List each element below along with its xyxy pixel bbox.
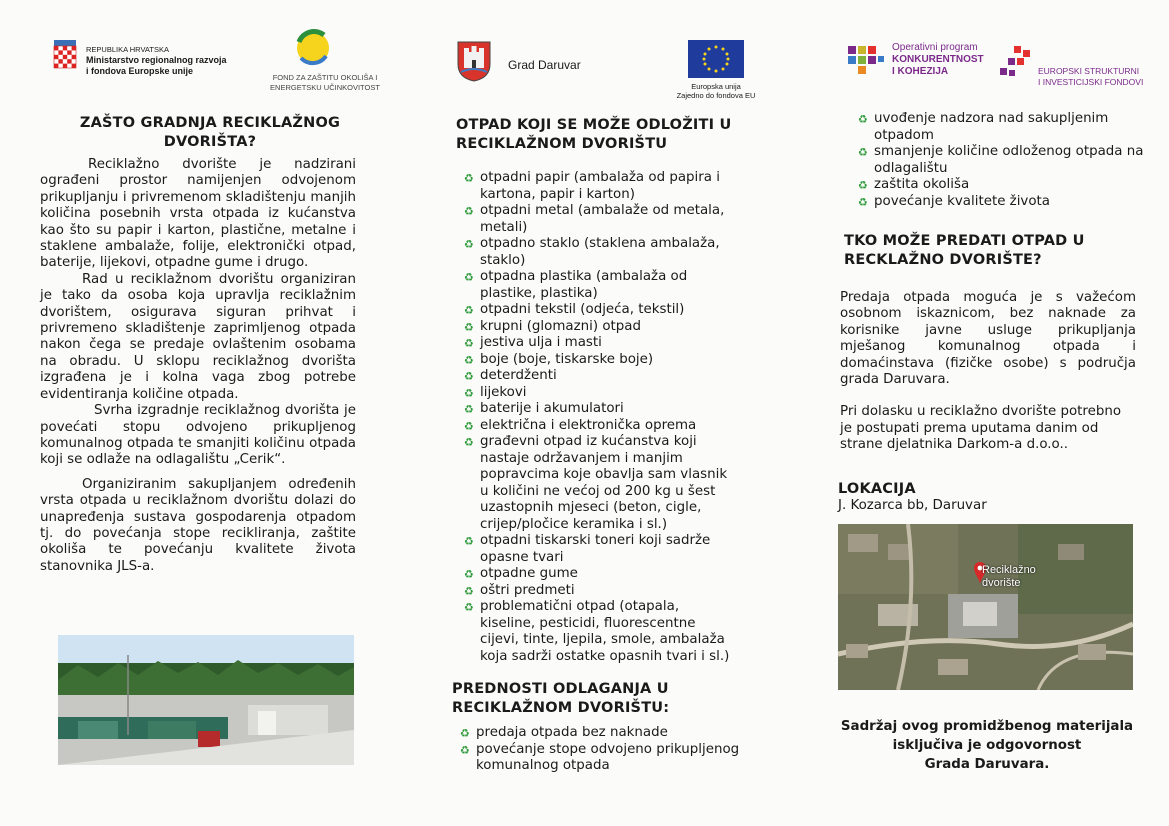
what-heading	[456, 116, 776, 154]
who-para-1: Predaja otpada moguća je s važećom osobnom iskaznicom, bez naknade za korisnike javne usluge prikupljanja mješanog komunalnog otpada i domaćinstava (fizičke osobe) s područja grada Daruvara.	[840, 290, 1136, 388]
recycle-bullet-icon: ♻	[464, 337, 474, 350]
list-item-text: građevni otpad iz kućanstva koji nastaje održavanjem i manjim popravcima koje obavlja sam vlasnik u količini ne većoj od 200 kg u šest uzastopnih mjeseci (beton, cigle, crijep/pločice keramika i sl.)	[480, 434, 728, 532]
advantages-heading	[452, 680, 772, 718]
fund-sun-logo-icon	[290, 28, 336, 68]
map-label-line-2: dvorište	[982, 577, 1021, 589]
list-item	[464, 418, 736, 435]
logo-row-3	[846, 28, 1146, 108]
eu-text	[666, 82, 766, 100]
recycle-bullet-icon: ♻	[464, 205, 474, 218]
location-address: J. Kozarca bb, Daruvar	[838, 498, 987, 513]
panel-who	[838, 0, 1143, 826]
list-item	[460, 742, 760, 775]
recycle-bullet-icon: ♻	[464, 320, 474, 334]
list-item-text: krupni (glomazni) otpad	[480, 318, 641, 334]
map-label	[982, 564, 1036, 590]
list-item-text: otpadna plastika (ambalaža od plastike, plastika)	[480, 269, 688, 301]
recycle-bullet-icon: ♻	[464, 601, 474, 614]
list-item-text: povećanje stope odvojeno prikupljenog komunalnog otpada	[476, 741, 740, 773]
eu-line-2: Zajedno do fondova EU	[676, 91, 756, 100]
recycle-bullet-icon: ♻	[464, 419, 474, 433]
recycle-bullet-icon: ♻	[464, 353, 474, 367]
list-item	[858, 177, 1148, 194]
location-heading: LOKACIJA	[838, 481, 916, 497]
who-heading-line-2: RECKLAŽNO DVORIŠTE?	[844, 252, 1042, 268]
list-item-text: oštri predmeti	[480, 582, 575, 598]
recycle-bullet-icon: ♻	[464, 584, 474, 598]
disclaimer-line-2: isključiva je odgovornost	[892, 738, 1082, 753]
list-item-text: električna i elektronička oprema	[480, 417, 697, 433]
who-heading-line-1: TKO MOŽE PREDATI OTPAD U	[844, 233, 1085, 249]
recycle-bullet-icon: ♻	[464, 172, 474, 185]
recycle-bullet-icon: ♻	[858, 179, 868, 192]
list-item-text: zaštita okoliša	[874, 177, 970, 192]
recycle-bullet-icon: ♻	[464, 370, 474, 383]
esif-line-1: EUROPSKI STRUKTURNI	[1038, 66, 1140, 76]
eu-flag-icon	[688, 40, 744, 78]
recycle-bullet-icon: ♻	[858, 113, 868, 126]
logo-row	[52, 28, 380, 108]
ministry-line-2: Ministarstvo regionalnog razvoja	[86, 55, 227, 65]
list-item	[464, 566, 736, 583]
recycle-bullet-icon: ♻	[464, 568, 474, 581]
op-line-1: Operativni program	[892, 42, 978, 53]
why-para-2: Rad u reciklažnom dvorištu organiziran je tako da osoba koja upravlja reciklažnim dvorištem, osigurava siguran prihvat i privremeno skladištenje zaprimljenog otpada nakon čega se predaje ovlaštenim osobama na obradu. U sklopu reciklažnog dvorišta izgrađena je i kolna vaga zbog potrebe evidentiranja količine otpada.	[40, 271, 356, 402]
waste-list	[464, 170, 736, 665]
list-item	[464, 583, 736, 600]
fund-line-2: ENERGETSKU UČINKOVITOST	[270, 83, 380, 92]
advantages-heading-line-1: PREDNOSTI ODLAGANJA U	[452, 681, 669, 697]
why-heading	[40, 114, 380, 152]
recycle-bullet-icon: ♻	[858, 146, 868, 159]
disclaimer	[832, 717, 1142, 774]
esif-line-2: I INVESTICIJSKI FONDOVI	[1038, 76, 1144, 87]
advantages-continued-list	[858, 111, 1148, 210]
list-item-text: jestiva ulja i masti	[480, 335, 602, 350]
list-item	[464, 335, 736, 352]
what-heading-line-1: OTPAD KOJI SE MOŽE ODLOŽITI U	[456, 117, 732, 133]
list-item	[464, 319, 736, 336]
recycle-bullet-icon: ♻	[464, 238, 474, 251]
esif-text	[1038, 66, 1143, 87]
list-item	[464, 385, 736, 402]
croatia-coat-of-arms-icon	[52, 40, 78, 74]
list-item	[464, 533, 736, 566]
disclaimer-line-1: Sadržaj ovog promidžbenog materijala	[840, 719, 1134, 734]
list-item	[464, 599, 736, 665]
why-para-4: Organiziranim sakupljanjem određenih vrsta otpada u reciklažnom dvorištu dolazi do unapređenja sustava gospodarenja otpadom tj. do povećanja stope recikliranja, zaštite okoliša te povećanju kvalitete života stanovnika JLS-a.	[40, 476, 356, 574]
recycle-bullet-icon: ♻	[464, 535, 474, 548]
daruvar-coat-of-arms-icon	[456, 40, 492, 82]
advantages-heading-line-2: RECIKLAŽNOM DVORIŠTU:	[452, 700, 670, 716]
recycle-bullet-icon: ♻	[464, 304, 474, 317]
panel-what	[448, 0, 778, 826]
list-item	[464, 236, 736, 269]
fund-line-1: FOND ZA ZAŠTITU OKOLIŠA I	[272, 73, 378, 82]
location-map	[838, 524, 1133, 690]
list-item-text: otpadni tiskarski toneri koji sadrže opasne tvari	[480, 533, 711, 565]
eu-line-1: Europska unija	[691, 82, 741, 91]
list-item	[464, 203, 736, 236]
list-item	[464, 368, 736, 385]
list-item-text: problematični otpad (otapala, kiseline, pesticidi, fluorescentne cijevi, tinte, ljepila, smole, ambalaža koja sadrži ostatke opasnih tvari i sl.)	[480, 599, 730, 664]
list-item	[464, 434, 736, 533]
who-heading	[844, 232, 1144, 270]
disclaimer-line-3: Grada Daruvara.	[924, 757, 1050, 772]
list-item	[464, 302, 736, 319]
why-heading-line-2: DVORIŠTA?	[163, 134, 257, 150]
list-item	[464, 269, 736, 302]
map-label-line-1: Reciklažno	[982, 564, 1036, 576]
list-item	[464, 401, 736, 418]
list-item-text: otpadni metal (ambalaže od metala, metali)	[480, 203, 725, 235]
recycle-bullet-icon: ♻	[464, 403, 474, 416]
op-text	[892, 42, 984, 78]
list-item-text: povećanje kvalitete života	[874, 193, 1051, 209]
list-item-text: otpadno staklo (staklena ambalaža, staklo)	[480, 236, 720, 268]
ministry-text	[86, 44, 227, 77]
op-line-2: KONKURENTNOST	[892, 54, 984, 65]
city-name: Grad Daruvar	[508, 58, 581, 72]
list-item	[464, 170, 736, 203]
recycle-bullet-icon: ♻	[858, 195, 868, 209]
recycle-bullet-icon: ♻	[464, 436, 474, 449]
advantages-list	[460, 725, 760, 775]
logo-row-2	[456, 28, 766, 108]
list-item	[460, 725, 760, 742]
panel-why	[40, 0, 380, 826]
list-item-text: uvođenje nadzora nad sakupljenim otpadom	[874, 111, 1109, 143]
esif-logo-icon	[998, 44, 1038, 80]
recycling-yard-photo	[58, 635, 354, 765]
list-item-text: predaja otpada bez naknade	[476, 725, 668, 740]
list-item-text: otpadni papir (ambalaža od papira i kartona, papir i karton)	[480, 170, 720, 202]
recycle-bullet-icon: ♻	[464, 386, 474, 400]
who-body	[840, 290, 1136, 454]
list-item	[858, 111, 1148, 144]
fund-text	[270, 73, 380, 93]
list-item-text: baterije i akumulatori	[480, 401, 624, 416]
list-item-text: lijekovi	[480, 384, 527, 400]
ministry-line-3: i fondova Europske unije	[86, 66, 194, 76]
what-heading-line-2: RECIKLAŽNOM DVORIŠTU	[456, 136, 668, 152]
list-item-text: smanjenje količine odloženog otpada na odlagalištu	[874, 144, 1144, 176]
list-item-text: otpadni tekstil (odjeća, tekstil)	[480, 302, 685, 317]
op-line-3: I KOHEZIJA	[892, 66, 949, 77]
recycle-bullet-icon: ♻	[460, 743, 470, 757]
list-item	[858, 194, 1148, 211]
list-item	[858, 144, 1148, 177]
why-body	[40, 157, 356, 575]
why-para-3: Svrha izgradnje reciklažnog dvorišta je povećati stopu odvojeno prikupljenog komunalnog otpada te smanjiti količinu otpada koji se odlaže na odlagalištu „Cerik“.	[40, 403, 356, 468]
who-para-2: Pri dolasku u reciklažno dvorište potrebno je postupati prema uputama danim od strane djelatnika Darkom-a d.o.o..	[840, 404, 1122, 453]
recycle-bullet-icon: ♻	[460, 727, 470, 740]
list-item-text: boje (boje, tiskarske boje)	[480, 351, 654, 367]
list-item-text: otpadne gume	[480, 566, 578, 581]
op-konkurentnost-logo-icon	[846, 42, 886, 80]
why-heading-line-1: ZAŠTO GRADNJA RECIKLAŽNOG	[79, 115, 341, 131]
why-para-1: Reciklažno dvorište je nadzirani ograđeni prostor namijenjen odvojenom prikupljanju i privremenom skladištenju manjih količina posebnih vrsta otpada iz kućanstva kao što su papir i karton, plastične, metalne i staklene ambalaže, folije, elektronički otpad, baterije, lijekovi, otpadne gume i drugo.	[40, 157, 356, 271]
list-item	[464, 352, 736, 369]
recycle-bullet-icon: ♻	[464, 271, 474, 284]
list-item-text: deterdženti	[480, 368, 557, 383]
ministry-line-1: REPUBLIKA HRVATSKA	[86, 45, 169, 54]
